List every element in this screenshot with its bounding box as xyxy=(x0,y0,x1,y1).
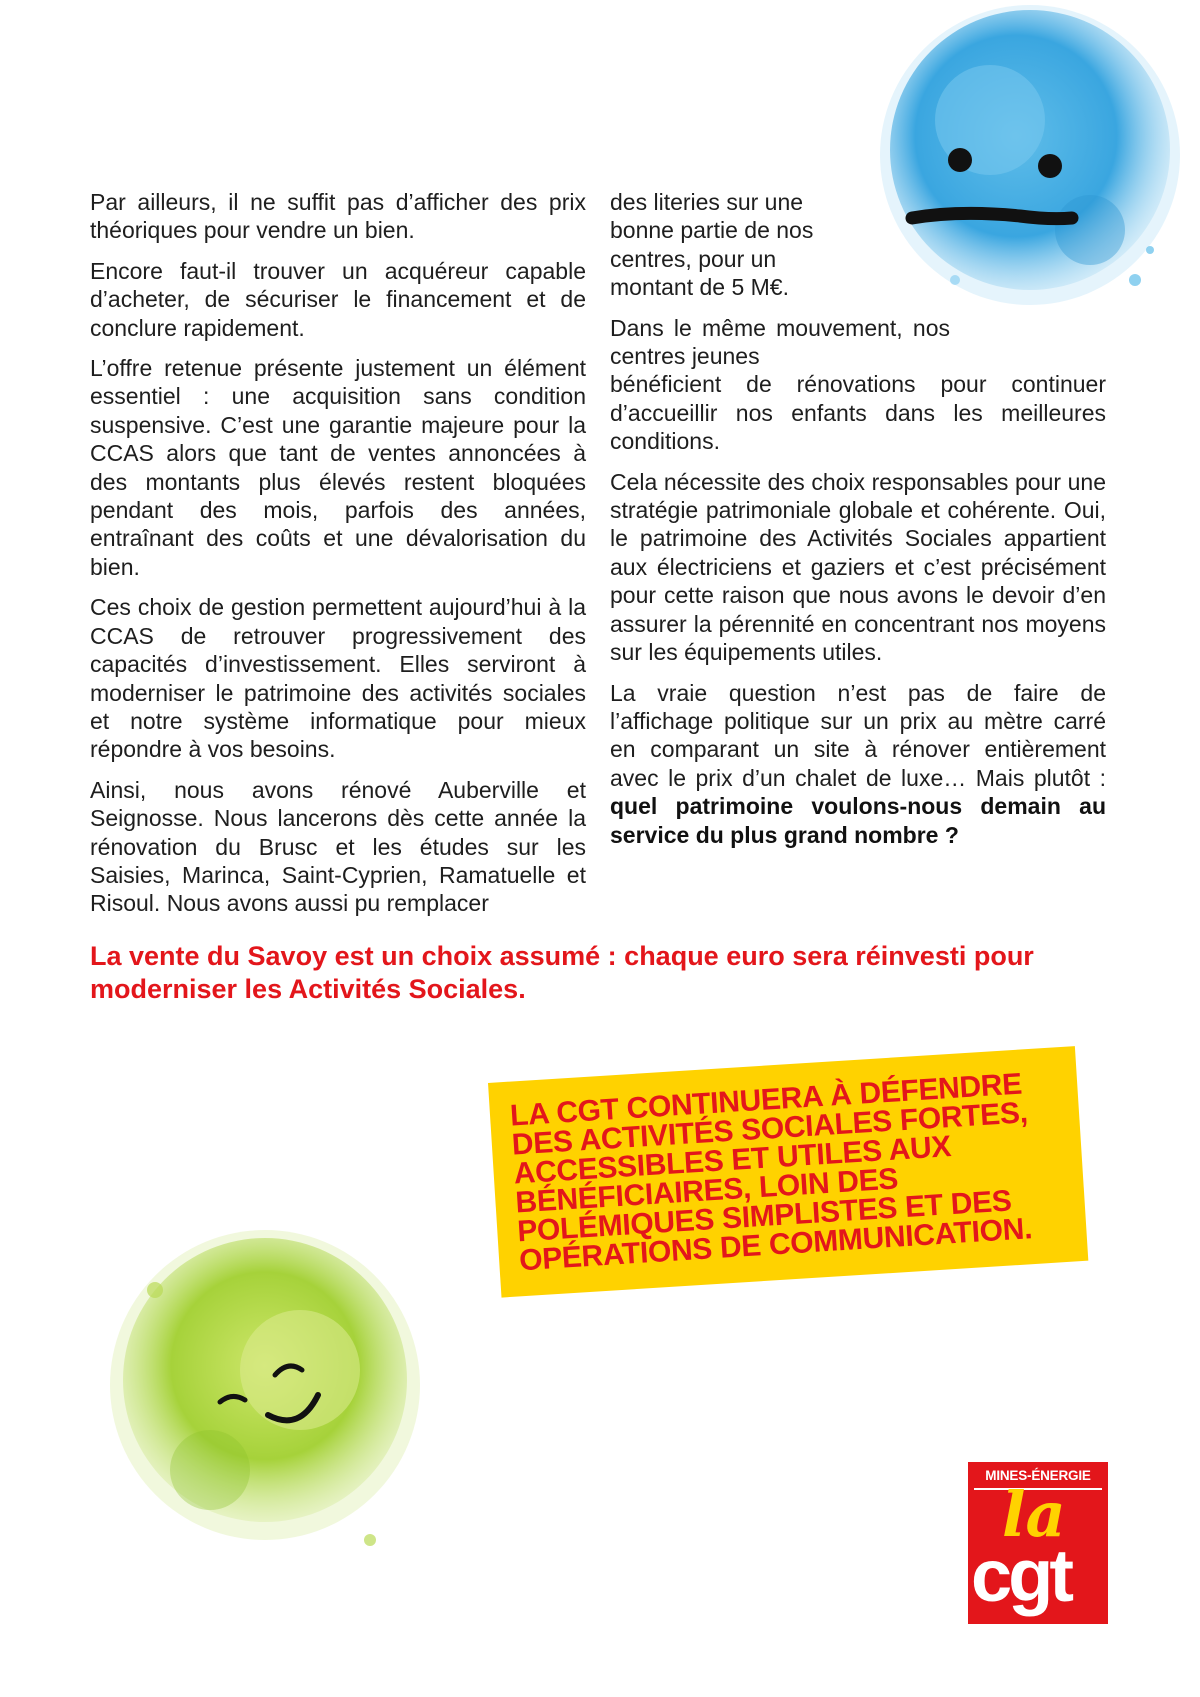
paragraph: bénéficient de rénovations pour continuer d’accueillir nos enfants dans les meilleures conditions. xyxy=(610,371,1106,455)
paragraph: L’offre retenue présente justement un élément essentiel : une acquisition sans condition suspensive. C’est une garantie majeure pour la CCAS alors que tant de ventes annoncées à des montants plus élevés restent bloquées pendant des mois, parfois des années, entraînant des coûts et une dévalorisation du bien. xyxy=(90,355,586,580)
paragraph: Cela nécessite des choix responsables pour une stratégie patrimoniale globale et cohérente. Oui, le patrimoine des Activités Sociales appartient aux électriciens et gaziers et c’est précisément pour cette raison que nous avons le devoir d’en assurer la pérennité en concentrant nos moyens sur les équipements utiles. xyxy=(610,468,1106,666)
right-text-column xyxy=(610,188,1106,861)
paragraph: Encore faut-il trouver un acquéreur capable d’acheter, de sécuriser le financement et de conclure rapidement. xyxy=(90,257,586,341)
paragraph-text: La vraie question n’est pas de faire de l’affichage politique sur un prix au mètre carré en comparant un site à rénover entièrement avec le prix d’un chalet de luxe… Mais plutôt : xyxy=(610,679,1106,791)
conclusion-statement: La vente du Savoy est un choix assumé : chaque euro sera réinvesti pour moderniser les Activités Sociales. xyxy=(90,941,1034,1004)
paragraph: Ainsi, nous avons rénové Auberville et Seignosse. Nous lancerons dès cette année la rénovation du Brusc et les études sur les Saisies, Marinca, Saint-Cyprien, Ramatuelle et Risoul. Nous avons aussi pu remplacer xyxy=(90,776,586,917)
cgt-statement-banner xyxy=(488,1046,1088,1297)
paragraph xyxy=(610,314,1106,371)
logo-title: MINES-ÉNERGIE xyxy=(985,1468,1091,1483)
paragraph-line: Dans le même mouvement, nos centres jeunes xyxy=(610,314,950,370)
paragraph: Par ailleurs, il ne suffit pas d’afficher des prix théoriques pour vendre un bien. xyxy=(90,189,586,244)
highlighted-question: quel patrimoine voulons-nous demain au service du plus grand nombre ? xyxy=(610,793,1106,848)
logo-script-la: la xyxy=(1002,1478,1066,1551)
paragraph: Ces choix de gestion permettent aujourd’hui à la CCAS de retrouver progressivement des capacités d’investissement. Elles serviront à moderniser le patrimoine des activités sociales et notre système informatique pour mieux répondre à vos besoins. xyxy=(90,594,586,763)
logo-cgt-text: cgt xyxy=(971,1534,1070,1617)
banner-text: LA CGT CONTINUERA À DÉFENDRE DES ACTIVITÉS SOCIALES FORTES, ACCESSIBLES ET UTILES AUX BÉNÉFICIAIRES, LOIN DES POLÉMIQUES SIMPLISTES ET DES OPÉRATIONS DE COMMUNICATION. xyxy=(509,1067,1034,1278)
cgt-mines-energie-logo xyxy=(968,1462,1108,1624)
smiling-face-splash-icon xyxy=(100,1140,440,1640)
paragraph: des literies sur une bonne partie de nos centres, pour un montant de 5 M€. xyxy=(610,189,814,301)
right-eye-icon xyxy=(1038,154,1062,178)
left-eye-icon xyxy=(948,148,972,172)
left-text-column xyxy=(90,188,586,930)
closing-question-paragraph xyxy=(610,679,1106,849)
